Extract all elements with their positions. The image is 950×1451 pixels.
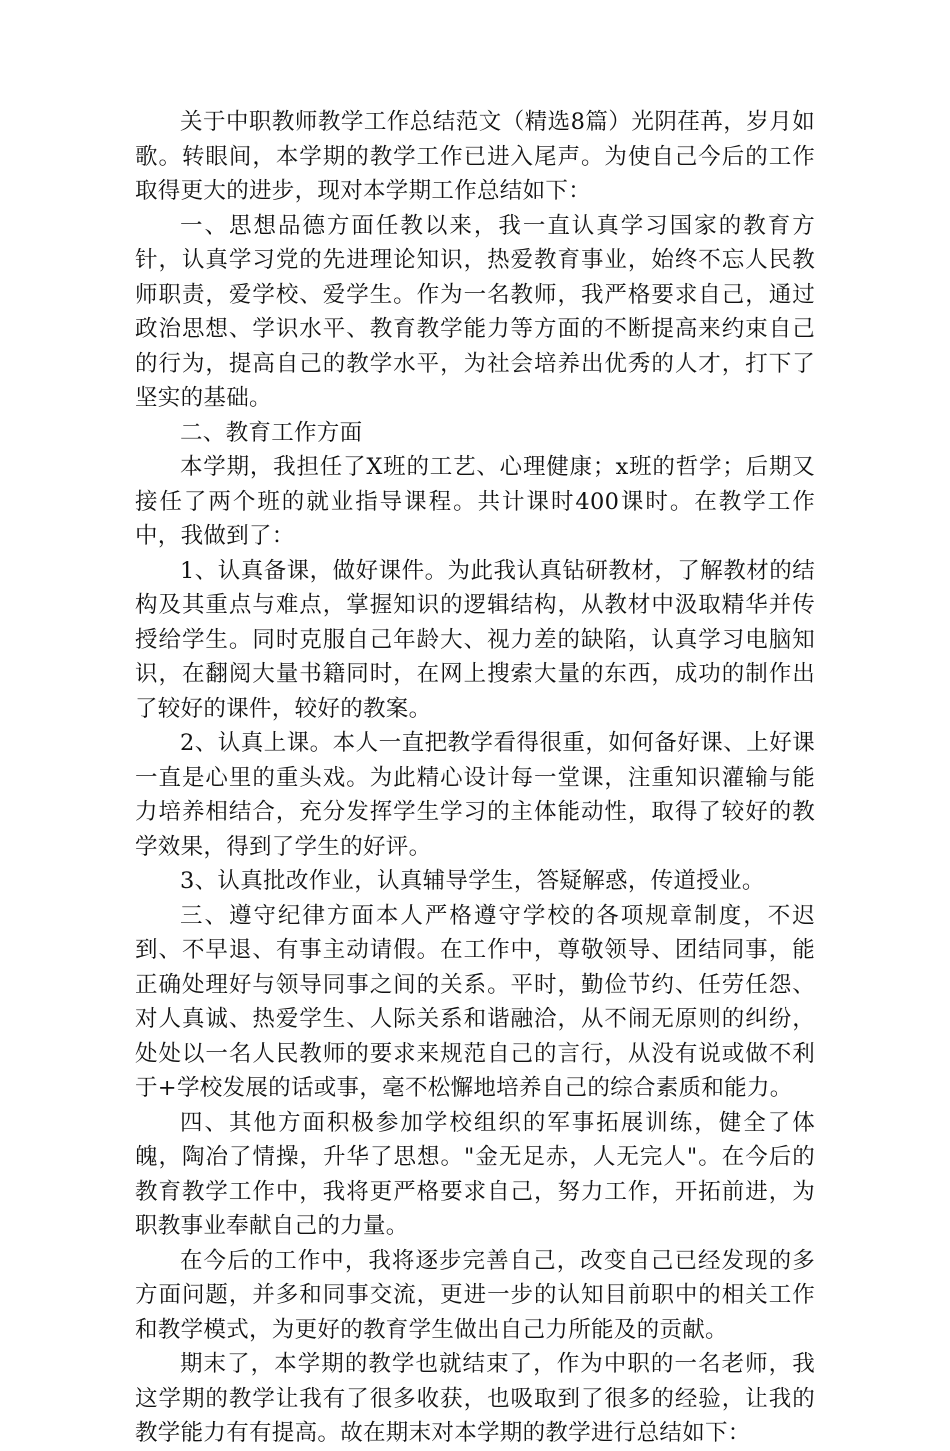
paragraph-section-4: 四、其他方面积极参加学校组织的军事拓展训练，健全了体魄，陶冶了情操，升华了思想。"金无足赤，人无完人"。在今后的教育教学工作中，我将更严格要求自己，努力工作，开拓前进，为职教事业奉献自己的力量。 — [135, 1109, 815, 1239]
paragraph-item-1: 1、认真备课，做好课件。为此我认真钻研教材，了解教材的结构及其重点与难点，掌握知识的逻辑结构，从教材中汲取精华并传授给学生。同时克服自己年龄大、视力差的缺陷，认真学习电脑知识，在翻阅大量书籍同时，在网上搜索大量的东西，成功的制作出了较好的课件，较好的教案。 — [135, 557, 815, 722]
paragraph-section-1: 一、思想品德方面任教以来，我一直认真学习国家的教育方针，认真学习党的先进理论知识，热爱教育事业，始终不忘人民教师职责，爱学校、爱学生。作为一名教师，我严格要求自己，通过政治思想、学识水平、教育教学能力等方面的不断提高来约束自己的行为，提高自己的教学水平，为社会培养出优秀的人才，打下了坚实的基础。 — [135, 212, 815, 411]
paragraph-end-of-term: 期末了，本学期的教学也就结束了，作为中职的一名老师，我这学期的教学让我有了很多收获，也吸取到了很多的经验，让我的教学能力有有提高。故在期末对本学期的教学进行总结如下： — [135, 1351, 815, 1446]
paragraph-item-2: 2、认真上课。本人一直把教学看得很重，如何备好课、上好课一直是心里的重头戏。为此精心设计每一堂课，注重知识灌输与能力培养相结合，充分发挥学生学习的主体能动性，取得了较好的教学效果，得到了学生的好评。 — [135, 730, 815, 860]
document-body — [135, 105, 815, 1451]
paragraph-intro: 关于中职教师教学工作总结范文（精选8篇）光阴荏苒，岁月如歌。转眼间，本学期的教学工作已进入尾声。为使自己今后的工作取得更大的进步，现对本学期工作总结如下： — [135, 109, 815, 204]
paragraph-section-3: 三、遵守纪律方面本人严格遵守学校的各项规章制度，不迟到、不早退、有事主动请假。在工作中，尊敬领导、团结同事，能正确处理好与领导同事之间的关系。平时，勤俭节约、任劳任怨、对人真诚、热爱学生、人际关系和谐融洽，从不闹无原则的纠纷，处处以一名人民教师的要求来规范自己的言行，从没有说或做不利于+学校发展的话或事，毫不松懈地培养自己的综合素质和能力。 — [135, 902, 815, 1101]
paragraph-future: 在今后的工作中，我将逐步完善自己，改变自己已经发现的多方面问题，并多和同事交流，更进一步的认知目前职中的相关工作和教学模式，为更好的教育学生做出自己力所能及的贡献。 — [135, 1247, 815, 1343]
paragraph-section-2-heading: 二、教育工作方面 — [180, 419, 363, 446]
paragraph-item-3: 3、认真批改作业，认真辅导学生，答疑解惑，传道授业。 — [180, 868, 765, 894]
paragraph-section-2-body: 本学期，我担任了X班的工艺、心理健康；x班的哲学；后期又接任了两个班的就业指导课程。共计课时400课时。在教学工作中，我做到了： — [135, 454, 815, 549]
